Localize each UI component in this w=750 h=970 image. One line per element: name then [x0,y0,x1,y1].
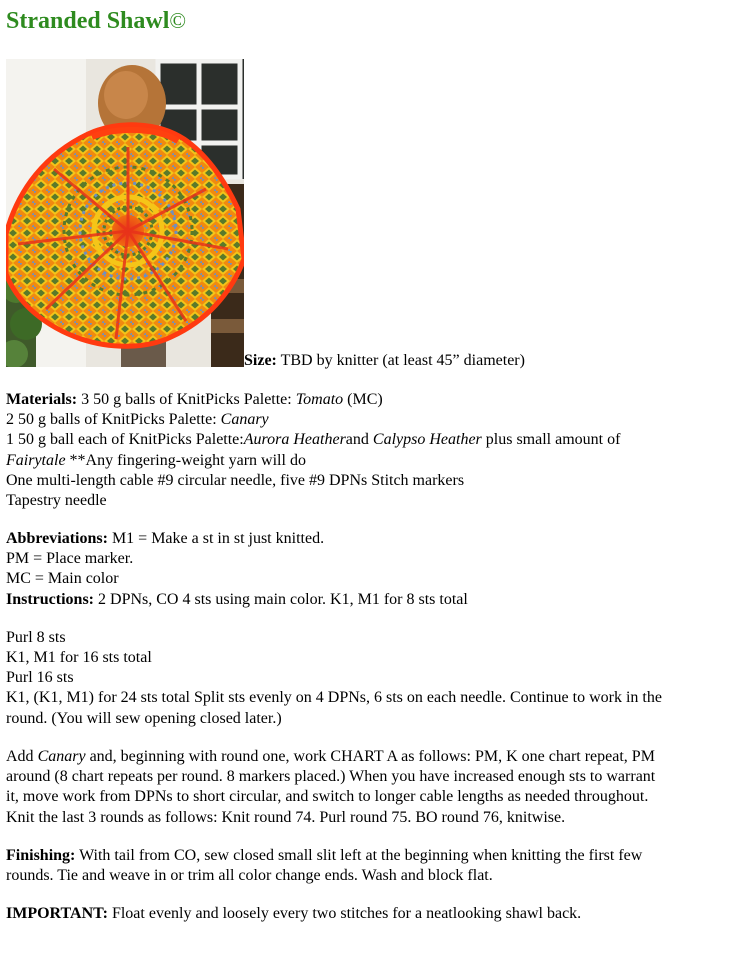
chart-line-3: it, move work from DPNs to short circular, and switch to longer cable lengths as needed throughout. [6,788,649,805]
size-line [244,351,525,371]
materials-line-3 [6,430,620,450]
shawl-photo [6,59,244,367]
important-text: Float evenly and loosely every two stitches for a neatlooking shawl back. [107,905,582,922]
materials-line-4 [6,451,306,471]
materials-line-1 [6,390,383,410]
instructions-text: and, beginning with round one, work CHART A as follows: PM, K one chart repeat, PM [85,748,655,765]
instructions-label: Instructions: [6,591,95,608]
abbreviations-text: M1 = Make a st in st just knitted. [107,530,325,547]
materials-text: 2 50 g balls of KnitPicks Palette: [6,411,221,428]
materials-text: **Any fingering-weight yarn will do [65,452,306,469]
instructions-line-1 [6,590,468,610]
instructions-purl-8: Purl 8 sts [6,629,66,646]
materials-text: (MC) [343,391,383,408]
copyright-mark: © [169,8,187,33]
title-text: Stranded Shawl [6,8,170,34]
materials-line-6: Tapestry needle [6,492,107,509]
important-line [6,904,581,924]
finishing-line-2: rounds. Tie and weave in or trim all color change ends. Wash and block flat. [6,867,493,884]
yarn-name: Tomato [295,391,344,408]
abbreviations-label: Abbreviations: [6,530,108,547]
page-title [6,4,186,38]
yarn-name: Aurora Heather [243,431,346,448]
chart-line-1 [6,747,655,767]
finishing-label: Finishing: [6,847,76,864]
instructions-k1m1-16: K1, M1 for 16 sts total [6,649,152,666]
materials-text: 3 50 g balls of KnitPicks Palette: [77,391,296,408]
instructions-split-line: K1, (K1, M1) for 24 sts total Split sts evenly on 4 DPNs, 6 sts on each needle. Continue to work in the [6,689,662,706]
abbreviations-line-1 [6,529,324,549]
materials-line-5: One multi-length cable #9 circular needle, five #9 DPNs Stitch markers [6,472,465,489]
materials-text: and [345,431,373,448]
instructions-text: 2 DPNs, CO 4 sts using main color. K1, M1 for 8 sts total [94,591,468,608]
finishing-line-1 [6,846,642,866]
instructions-purl-16: Purl 16 sts [6,669,74,686]
abbreviations-line-2: PM = Place marker. [6,550,134,567]
yarn-name: Fairytale [6,452,66,469]
size-label: Size: [244,352,277,369]
yarn-name: Canary [37,748,86,765]
instructions-text: Add [6,748,38,765]
materials-text: 1 50 g ball each of KnitPicks Palette: [6,431,244,448]
materials-line-2 [6,410,269,430]
instructions-round-line: round. (You will sew opening closed later.) [6,710,282,727]
abbreviations-line-3: MC = Main color [6,570,119,587]
chart-line-2: around (8 chart repeats per round. 8 markers placed.) When you have increased enough sts to warrant [6,768,656,785]
chart-line-4: Knit the last 3 rounds as follows: Knit round 74. Purl round 75. BO round 76, knitwise. [6,809,566,826]
finishing-text: With tail from CO, sew closed small slit left at the beginning when knitting the first few [75,847,643,864]
yarn-name: Canary [220,411,269,428]
materials-label: Materials: [6,391,78,408]
yarn-name: Calypso Heather [372,431,482,448]
important-label: IMPORTANT: [6,905,108,922]
size-text: TBD by knitter (at least 45” diameter) [276,352,525,369]
materials-text: plus small amount of [481,431,621,448]
